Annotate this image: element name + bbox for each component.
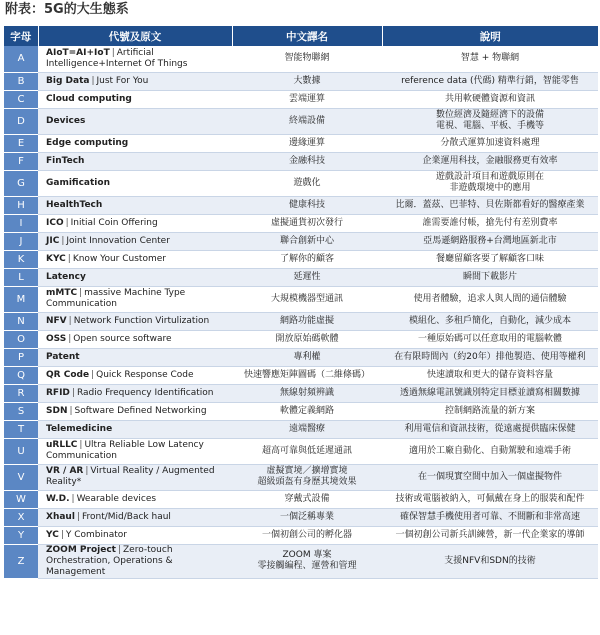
row-chinese-name: 了解你的顧客: [232, 250, 382, 268]
row-description: 使用者體驗，追求人與人間的通信體驗: [382, 286, 598, 312]
header-letter: 字母: [4, 26, 38, 46]
row-letter: U: [4, 438, 38, 464]
row-letter: B: [4, 72, 38, 90]
table-row: [4, 312, 598, 330]
table-header-row: [4, 26, 598, 46]
ecosystem-table: [4, 26, 598, 579]
row-separator: |: [65, 217, 69, 228]
row-code: VR / AR: [46, 466, 84, 476]
row-code: JIC: [46, 235, 60, 246]
row-letter: J: [4, 232, 38, 250]
row-full-name: Artificial Intelligence+Internet Of Things: [46, 47, 188, 69]
row-separator: |: [91, 369, 95, 380]
row-chinese-name: 遠端醫療: [232, 420, 382, 438]
row-letter: G: [4, 170, 38, 196]
row-full-name: Know Your Customer: [72, 253, 166, 264]
row-code-cell: [38, 134, 232, 152]
row-code: mMTC: [46, 288, 78, 298]
row-letter: X: [4, 508, 38, 526]
row-chinese-name: 一個初創公司的孵化器: [232, 526, 382, 544]
table-row: [4, 420, 598, 438]
row-code-cell: [38, 152, 232, 170]
row-separator: |: [67, 253, 71, 264]
row-description: 瞬間下載影片: [382, 268, 598, 286]
row-full-name: Virtual Reality / Augmented Reality*: [46, 466, 215, 487]
row-description: 一種原始碼可以任意取用的電腦軟體: [382, 330, 598, 348]
row-code: Xhaul: [46, 511, 75, 522]
row-letter: N: [4, 312, 38, 330]
row-letter: S: [4, 402, 38, 420]
row-chinese-name: 無線射頻辨識: [232, 384, 382, 402]
row-code-cell: [38, 46, 232, 72]
row-code-cell: [38, 250, 232, 268]
row-full-name: Zero-touch Orchestration, Operations & Management: [46, 544, 173, 577]
row-description: 誰需要誰付帳，搶先付有差別費率: [382, 214, 598, 232]
row-full-name: Software Defined Networking: [74, 405, 207, 416]
row-description: 遊戲設計項目和遊戲原則在 非遊戲環境中的應用: [382, 170, 598, 196]
row-separator: |: [76, 511, 80, 522]
header-code: 代號及原文: [38, 26, 232, 46]
row-code: Devices: [46, 115, 86, 126]
row-chinese-name: 終端設備: [232, 108, 382, 134]
row-letter: P: [4, 348, 38, 366]
row-description: 在有限時間內（約20年）排他製造、使用等權利: [382, 348, 598, 366]
row-description: 適用於工廠自動化、自動駕駛和遠端手術: [382, 438, 598, 464]
row-chinese-name: 大數據: [232, 72, 382, 90]
table-row: [4, 348, 598, 366]
row-code: Big Data: [46, 75, 90, 86]
row-letter: I: [4, 214, 38, 232]
row-letter: T: [4, 420, 38, 438]
row-code-cell: [38, 402, 232, 420]
table-row: [4, 90, 598, 108]
row-letter: V: [4, 464, 38, 490]
row-separator: |: [61, 235, 65, 246]
table-row: [4, 438, 598, 464]
row-chinese-name: 專利權: [232, 348, 382, 366]
row-description: 數位經濟及隨經濟下的設備 電視、電腦、平板、手機等: [382, 108, 598, 134]
row-letter: Z: [4, 544, 38, 578]
row-code-cell: [38, 286, 232, 312]
row-description: 利用電信和資訊技術，從遠處提供臨床保健: [382, 420, 598, 438]
row-description: 分散式運算加速資料處理: [382, 134, 598, 152]
row-full-name: Front/Mid/Back haul: [81, 511, 171, 522]
table-row: [4, 250, 598, 268]
row-code-cell: [38, 108, 232, 134]
row-separator: |: [71, 493, 75, 504]
table-row: [4, 526, 598, 544]
row-separator: |: [85, 466, 89, 476]
row-description: 支援NFV和SDN的技術: [382, 544, 598, 578]
row-code: NFV: [46, 315, 67, 326]
row-letter: H: [4, 196, 38, 214]
table-row: [4, 214, 598, 232]
table-row: [4, 46, 598, 72]
row-code: Cloud computing: [46, 93, 132, 104]
header-description: 說明: [382, 26, 598, 46]
row-code: AIoT=AI+IoT: [46, 47, 110, 58]
row-description: 亞馬遜網路服務+台灣地區新北市: [382, 232, 598, 250]
row-description: 在一個現實空間中加入一個虛擬物件: [382, 464, 598, 490]
table-body: [4, 46, 598, 578]
row-chinese-name: 網路功能虛擬: [232, 312, 382, 330]
row-chinese-name: 金融科技: [232, 152, 382, 170]
row-code: KYC: [46, 253, 66, 264]
row-description: 技術或電腦被納入，可佩戴在身上的服裝和配件: [382, 490, 598, 508]
row-description: 快速讀取和更大的儲存資料容量: [382, 366, 598, 384]
table-row: [4, 134, 598, 152]
row-code: uRLLC: [46, 440, 78, 450]
row-code: Latency: [46, 271, 86, 282]
row-description: 智慧 + 物聯網: [382, 46, 598, 72]
row-code: Patent: [46, 351, 80, 362]
row-chinese-name: 快速響應矩陣圖碼（二維條碼）: [232, 366, 382, 384]
row-code-cell: [38, 170, 232, 196]
row-chinese-name: 延遲性: [232, 268, 382, 286]
row-letter: M: [4, 286, 38, 312]
row-code-cell: [38, 544, 232, 578]
row-code: Gamification: [46, 177, 110, 188]
row-separator: |: [68, 315, 72, 326]
table-row: [4, 330, 598, 348]
row-chinese-name: 遊戲化: [232, 170, 382, 196]
row-letter: E: [4, 134, 38, 152]
row-full-name: massive Machine Type Communication: [46, 288, 186, 309]
table-row: [4, 268, 598, 286]
row-code-cell: [38, 384, 232, 402]
row-letter: R: [4, 384, 38, 402]
row-full-name: Wearable devices: [76, 493, 157, 504]
row-code-cell: [38, 268, 232, 286]
row-chinese-name: 大規模機器型通訊: [232, 286, 382, 312]
row-code: ZOOM Project: [46, 544, 116, 555]
row-code: HealthTech: [46, 199, 103, 210]
table-row: [4, 72, 598, 90]
table-row: [4, 544, 598, 578]
row-description: 餐廳留顧客要了解顧客口味: [382, 250, 598, 268]
row-chinese-name: 超高可靠與低延遲通訊: [232, 438, 382, 464]
table-row: [4, 286, 598, 312]
row-chinese-name: 健康科技: [232, 196, 382, 214]
row-full-name: Open source software: [73, 333, 172, 344]
row-code-cell: [38, 90, 232, 108]
row-chinese-name: 聯合創新中心: [232, 232, 382, 250]
row-description: 共用軟硬體資源和資訊: [382, 90, 598, 108]
row-code-cell: [38, 438, 232, 464]
row-letter: O: [4, 330, 38, 348]
table-row: [4, 508, 598, 526]
row-description: 透過無線電訊號識別特定目標並讀寫相關數據: [382, 384, 598, 402]
row-code: SDN: [46, 405, 68, 416]
row-code: W.D.: [46, 493, 70, 504]
row-separator: |: [91, 75, 95, 86]
row-code: Edge computing: [46, 137, 129, 148]
row-code-cell: [38, 330, 232, 348]
row-code: FinTech: [46, 155, 85, 166]
row-letter: L: [4, 268, 38, 286]
row-letter: Y: [4, 526, 38, 544]
row-code-cell: [38, 490, 232, 508]
row-full-name: Network Function Virtulization: [73, 315, 210, 326]
row-code: RFID: [46, 387, 70, 398]
row-code: QR Code: [46, 369, 90, 380]
row-code-cell: [38, 348, 232, 366]
row-full-name: Initial Coin Offering: [70, 217, 158, 228]
row-chinese-name: 雲端運算: [232, 90, 382, 108]
row-chinese-name: 軟體定義網路: [232, 402, 382, 420]
row-letter: K: [4, 250, 38, 268]
row-letter: W: [4, 490, 38, 508]
row-separator: |: [117, 544, 122, 555]
row-description: 確保智慧手機使用者可靠、不間斷和非常高速: [382, 508, 598, 526]
row-letter: C: [4, 90, 38, 108]
row-full-name: Quick Response Code: [96, 369, 194, 380]
header-chinese-name: 中文譯名: [232, 26, 382, 46]
table-row: [4, 170, 598, 196]
row-full-name: Just For You: [96, 75, 149, 86]
table-row: [4, 232, 598, 250]
table-row: [4, 402, 598, 420]
row-description: 一個初創公司新兵訓練營，新一代企業家的導師: [382, 526, 598, 544]
row-chinese-name: 智能物聯網: [232, 46, 382, 72]
row-code: YC: [46, 529, 59, 540]
table-row: [4, 384, 598, 402]
row-code-cell: [38, 214, 232, 232]
row-chinese-name: 虛擬通貨初次發行: [232, 214, 382, 232]
row-chinese-name: 穿戴式設備: [232, 490, 382, 508]
table-row: [4, 108, 598, 134]
row-letter: D: [4, 108, 38, 134]
ecosystem-table-wrapper: [4, 26, 598, 579]
row-separator: |: [60, 529, 64, 540]
page-title: 附表：5G的大生態系: [5, 2, 129, 17]
row-chinese-name: 邊緣運算: [232, 134, 382, 152]
row-full-name: Ultra Reliable Low Latency Communication: [46, 440, 204, 461]
table-row: [4, 490, 598, 508]
row-separator: |: [111, 47, 115, 58]
row-chinese-name: 虛擬實境／擴增實境 超級頭盔有身歷其境效果: [232, 464, 382, 490]
row-code-cell: [38, 420, 232, 438]
row-letter: F: [4, 152, 38, 170]
row-description: 模組化、多租戶簡化，自動化，減少成本: [382, 312, 598, 330]
row-full-name: Radio Frequency Identification: [76, 387, 214, 398]
row-code: ICO: [46, 217, 64, 228]
row-separator: |: [79, 440, 83, 450]
table-row: [4, 196, 598, 214]
table-row: [4, 366, 598, 384]
row-chinese-name: ZOOM 專案 零接觸編程、運營和管理: [232, 544, 382, 578]
row-separator: |: [79, 288, 83, 298]
row-code-cell: [38, 312, 232, 330]
row-letter: Q: [4, 366, 38, 384]
row-code: OSS: [46, 333, 67, 344]
row-letter: A: [4, 46, 38, 72]
row-code: Telemedicine: [46, 423, 113, 434]
table-row: [4, 464, 598, 490]
row-description: 企業運用科技，金融服務更有效率: [382, 152, 598, 170]
row-description: 控制網路流量的新方案: [382, 402, 598, 420]
row-full-name: Y Combinator: [65, 529, 127, 540]
row-chinese-name: 開放原始碼軟體: [232, 330, 382, 348]
row-description: reference data (代碼) 精準行銷，智能零售: [382, 72, 598, 90]
row-separator: |: [68, 333, 72, 344]
row-full-name: Joint Innovation Center: [66, 235, 170, 246]
row-code-cell: [38, 196, 232, 214]
row-description: 比爾．蓋茲、巴菲特、貝佐斯都看好的醫療產業: [382, 196, 598, 214]
row-code-cell: [38, 526, 232, 544]
row-code-cell: [38, 232, 232, 250]
row-code-cell: [38, 366, 232, 384]
row-chinese-name: 一個泛稱專業: [232, 508, 382, 526]
table-row: [4, 152, 598, 170]
row-code-cell: [38, 72, 232, 90]
row-separator: |: [69, 405, 73, 416]
row-code-cell: [38, 508, 232, 526]
row-separator: |: [71, 387, 75, 398]
row-code-cell: [38, 464, 232, 490]
